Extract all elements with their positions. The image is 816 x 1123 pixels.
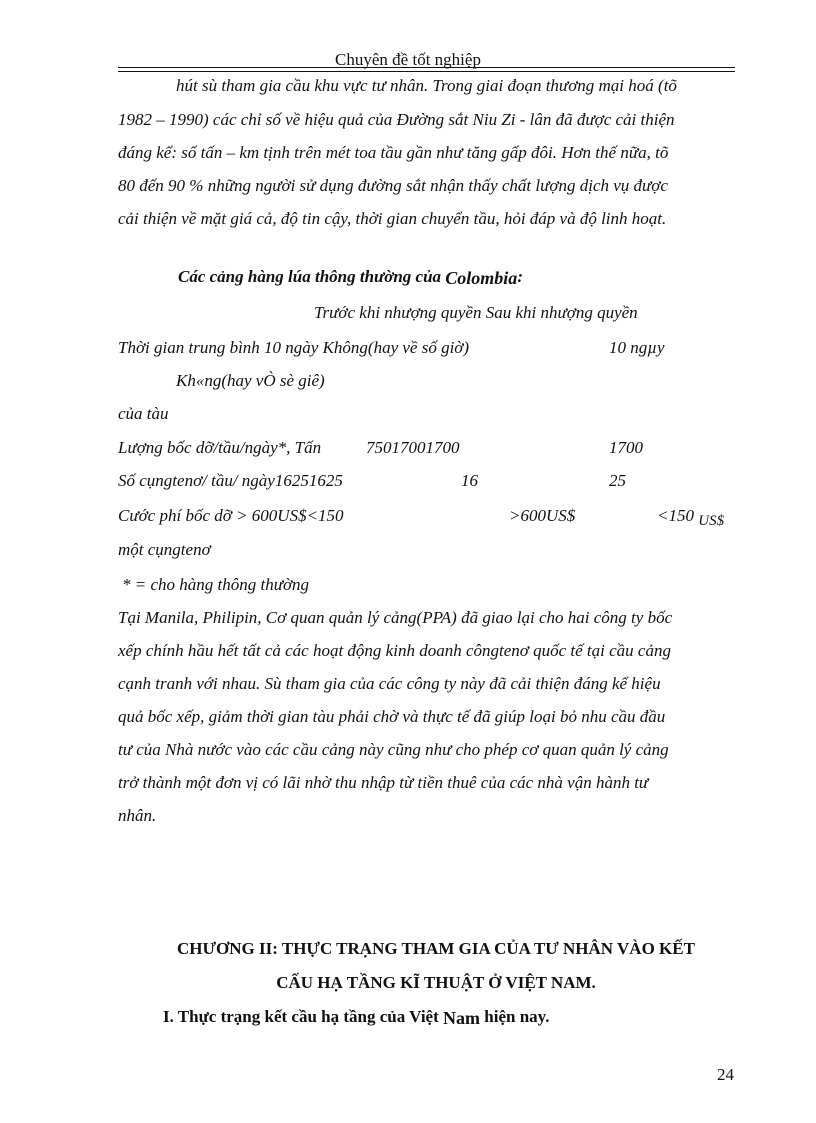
manila-line-3: cạnh tranh với nhau. Sù tham gia của các công ty này đã cải thiện đáng kể hiệu — [118, 674, 661, 693]
table-footnote: * = cho hàng thông thường — [122, 575, 310, 594]
row-time-garbled: Kh«ng(hay vÒ sè giê) — [176, 371, 325, 390]
row-time-label: Thời gian trung bình 10 ngày Không(hay về số giờ) — [118, 338, 470, 357]
row-time-after: 10 ngµy — [609, 338, 665, 357]
intro-line-5: cải thiện về mặt giá cả, độ tin cậy, thời gian chuyển tầu, hỏi đáp và độ linh hoạt. — [118, 209, 667, 228]
row-throughput-values: 75017001700 — [366, 438, 460, 457]
colombia-heading — [178, 266, 523, 287]
intro-line-1: hút sù tham gia cầu khu vực tư nhân. Trong giai đoạn thương mại hoá (tõ — [176, 76, 677, 95]
manila-line-5: tư của Nhà nước vào các cầu cảng này cũng như cho phép cơ quan quản lý cảng — [118, 740, 669, 759]
section-heading — [163, 1006, 549, 1027]
row-containers-after: 25 — [609, 471, 626, 490]
row-time-cont: của tàu — [118, 404, 169, 423]
intro-line-3: đáng kể: số tấn – km tịnh trên mét toa tầu gần như tăng gấp đôi. Hơn thế nữa, tõ — [118, 143, 669, 162]
row-fee-label: Cước phí bốc dỡ > 600US$<150 — [118, 506, 344, 525]
colombia-heading-country: Colombia — [445, 268, 518, 288]
intro-line-2: 1982 – 1990) các chỉ số về hiệu quả của Đường sắt Niu Zi - lân đã được cải thiện — [118, 110, 675, 129]
row-fee-after-num: <150 — [657, 506, 694, 525]
row-throughput-after: 1700 — [609, 438, 643, 457]
section-heading-prefix: I. Thực trạng kết cầu hạ tầng của Việt — [163, 1007, 439, 1026]
page-header-title: Chuyên đề tốt nghiệp — [335, 50, 481, 69]
page-number: 24 — [717, 1065, 734, 1084]
row-fee-after-unit: US$ — [698, 513, 725, 529]
header-rule-bottom — [118, 71, 735, 72]
row-fee-after — [657, 506, 725, 529]
colombia-heading-colon: : — [517, 267, 523, 286]
table-column-headers: Trước khi nhượng quyền Sau khi nhượng quyền — [314, 303, 638, 322]
manila-line-1: Tại Manila, Philipin, Cơ quan quản lý cảng(PPA) đã giao lại cho hai công ty bốc — [118, 608, 673, 627]
row-fee-before: >600US$ — [509, 506, 576, 525]
row-containers-before: 16 — [461, 471, 478, 490]
manila-line-2: xếp chính hầu hết tất cả các hoạt động kinh doanh côngtenơ quốc tế tại cầu cảng — [118, 641, 671, 660]
chapter-title-line-2: CẤU HẠ TẦNG KĨ THUẬT Ở VIỆT NAM. — [276, 973, 596, 992]
manila-line-7: nhân. — [118, 806, 157, 825]
section-heading-suffix: hiện nay. — [484, 1007, 550, 1026]
manila-line-6: trở thành một đơn vị có lãi nhờ thu nhập từ tiền thuê của các nhà vận hành tư — [118, 773, 649, 792]
section-heading-country: Nam — [443, 1008, 481, 1028]
row-fee-cont: một cụngtenơ — [118, 540, 211, 559]
row-throughput-label: Lượng bốc dỡ/tầu/ngày*, Tấn — [118, 438, 322, 457]
header-rule-top — [118, 67, 735, 68]
colombia-heading-text: Các cảng hàng lúa thông thường của — [178, 267, 442, 286]
manila-line-4: quả bốc xếp, giảm thời gian tàu phải chờ và thực tế đã giúp loại bỏ nhu cầu đầu — [118, 707, 666, 726]
chapter-title-line-1: CHƯƠNG II: THỰC TRẠNG THAM GIA CỦA TƯ NHÂN VÀO KẾT — [177, 939, 695, 958]
intro-line-4: 80 đến 90 % những người sử dụng đường sắt nhận thấy chất lượng dịch vụ được — [118, 176, 668, 195]
row-containers-label: Số cụngtenơ/ tầu/ ngày16251625 — [118, 471, 343, 490]
